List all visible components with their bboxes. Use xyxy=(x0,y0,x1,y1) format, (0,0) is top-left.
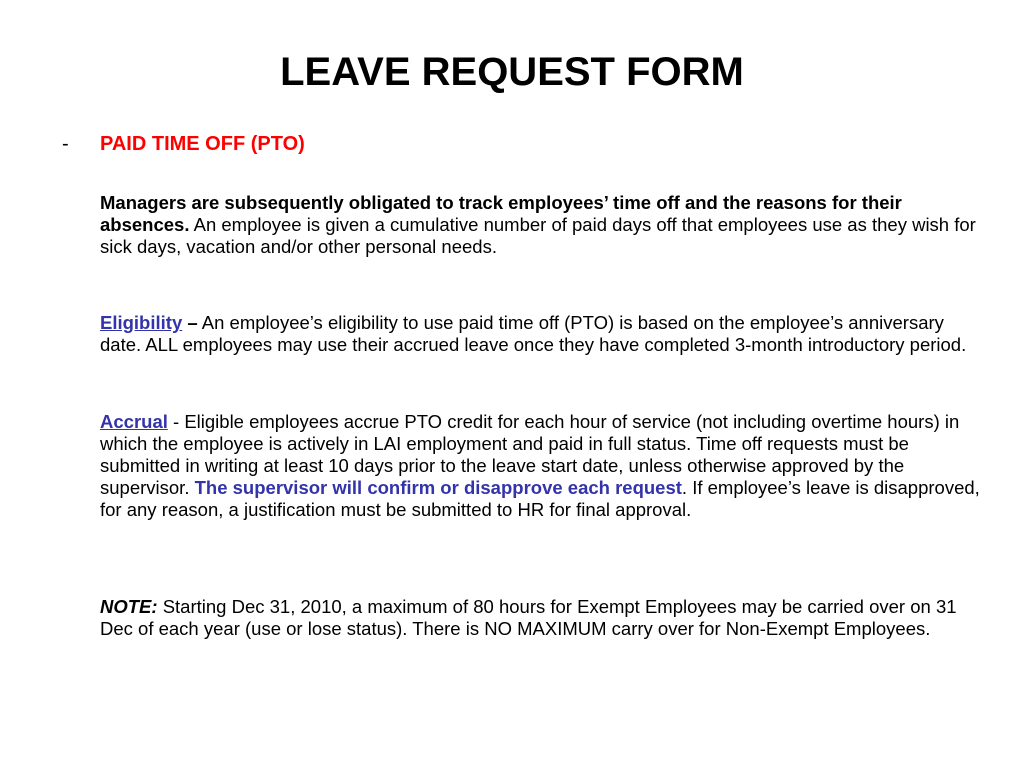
page-title: LEAVE REQUEST FORM xyxy=(280,50,744,94)
eligibility-paragraph xyxy=(100,312,980,356)
note-paragraph xyxy=(100,596,980,640)
accrual-text-before: - Eligible employees accrue PTO credit for each hour of service (not including overtime hours) in which the employee is actively in LAI employment and paid in full status. Time off requests must be submitted in writing at least 10 days prior to the leave start date, unless otherwise approved by the supervisor. xyxy=(100,411,960,498)
section-heading: PAID TIME OFF (PTO) xyxy=(100,133,305,155)
accrual-label: Accrual xyxy=(100,411,168,432)
accrual-highlight: The supervisor will confirm or disapprove each request xyxy=(194,477,682,498)
eligibility-dash: – xyxy=(182,312,198,333)
intro-paragraph xyxy=(100,192,980,258)
intro-text: An employee is given a cumulative number of paid days off that employees use as they wish for sick days, vacation and/or other personal needs. xyxy=(100,214,976,257)
note-text: Starting Dec 31, 2010, a maximum of 80 hours for Exempt Employees may be carried over on 31 Dec of each year (use or lose status). There is NO MAXIMUM carry over for Non-Exempt Employees. xyxy=(100,596,957,639)
intro-bold-text: Managers are subsequently obligated to track employees’ time off and the reasons for their absences. xyxy=(100,192,902,235)
eligibility-label: Eligibility xyxy=(100,312,183,333)
accrual-text-after: . If employee’s leave is disapproved, for any reason, a justification must be submitted to HR for final approval. xyxy=(100,477,980,520)
note-label: NOTE: xyxy=(100,596,158,617)
accrual-paragraph xyxy=(100,411,980,521)
eligibility-text: An employee’s eligibility to use paid time off (PTO) is based on the employee’s anniversary date. ALL employees may use their accrued leave once they have completed 3-month introductory period. xyxy=(100,312,967,355)
bullet-dash: - xyxy=(62,133,69,155)
